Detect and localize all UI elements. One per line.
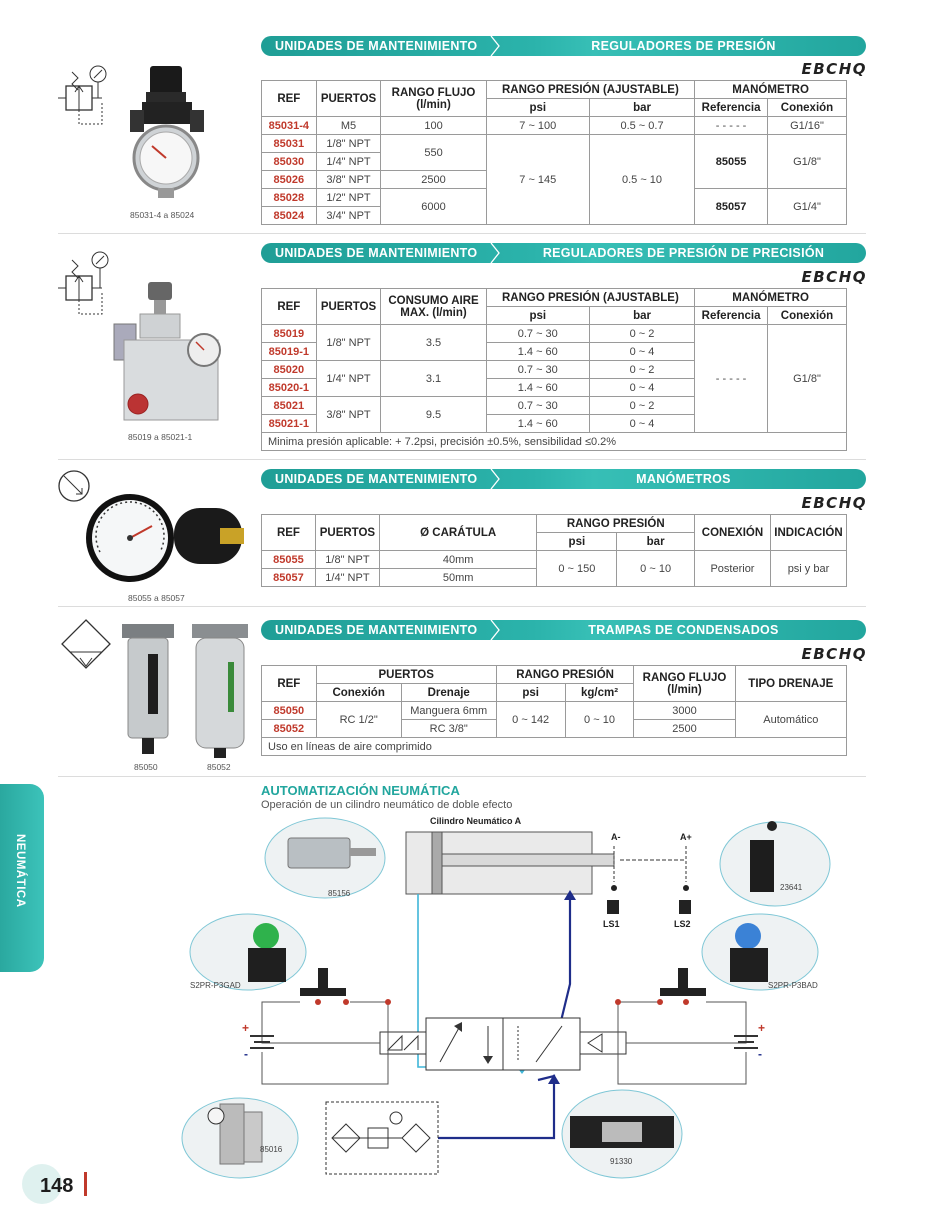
bubble-blue-button [702, 914, 818, 990]
svg-text:85156: 85156 [328, 889, 351, 898]
brand-logo: EBCHQ [801, 494, 867, 512]
spec-table-manometros [261, 514, 847, 587]
header-drenaje: Drenaje [401, 684, 496, 702]
header-flujo: RANGO FLUJO (l/min) [634, 666, 735, 702]
section-title: REGULADORES DE PRESIÓN DE PRECISIÓN [542, 246, 825, 260]
bubble-frl-unit [182, 1098, 298, 1178]
table-row: 85020 1/4" NPT 3.1 0.7 ~ 30 0 ~ 2 [262, 361, 847, 379]
section-title: REGULADORES DE PRESIÓN [591, 39, 776, 53]
bubble-limit-switch [720, 821, 830, 906]
header-conexion: CONEXIÓN [695, 515, 771, 551]
svg-text:+: + [758, 1021, 766, 1035]
brand-logo: EBCHQ [801, 645, 867, 663]
product-caption: 85031-4 a 85024 [130, 210, 195, 220]
svg-text:-: - [244, 1047, 248, 1061]
sidebar-tab-neumatica [0, 784, 44, 972]
divider [58, 776, 866, 777]
section-category: UNIDADES DE MANTENIMIENTO [275, 623, 478, 637]
header-kg: kg/cm² [565, 684, 634, 702]
header-puertos: PUERTOS [316, 666, 496, 684]
header-presion: RANGO PRESIÓN [537, 515, 695, 533]
product-caption: 85050 [134, 762, 158, 772]
svg-text:S2PR-P3BAD: S2PR-P3BAD [768, 981, 818, 990]
header-puertos: PUERTOS [316, 81, 381, 117]
table-row: 85052 RC 3/8" 2500 [262, 720, 847, 738]
table-row: 85028 1/2" NPT 6000 85057 G1/4" [262, 189, 847, 207]
chevron-right-icon [489, 243, 509, 263]
chevron-right-icon [489, 620, 509, 640]
section-title: MANÓMETROS [636, 472, 731, 486]
section-title: TRAMPAS DE CONDENSADOS [588, 623, 779, 637]
svg-text:LS1: LS1 [603, 919, 620, 929]
section-category: UNIDADES DE MANTENIMIENTO [275, 39, 478, 53]
divider [58, 459, 866, 460]
section-category: UNIDADES DE MANTENIMIENTO [275, 472, 478, 486]
chevron-right-icon [489, 36, 509, 56]
brand-logo: EBCHQ [801, 268, 867, 286]
svg-text:+: + [242, 1021, 250, 1035]
header-puertos: PUERTOS [315, 515, 379, 551]
header-referencia: Referencia [695, 99, 768, 117]
header-presion: RANGO PRESIÓN (AJUSTABLE) [486, 289, 694, 307]
header-bar: bar [589, 307, 694, 325]
section-header-precision [261, 243, 866, 263]
svg-text:Cilindro Neumático A: Cilindro Neumático A [430, 816, 522, 826]
header-psi: psi [537, 533, 617, 551]
header-conexion: Conexión [316, 684, 401, 702]
drain-trap-symbol-icon [56, 616, 116, 672]
section-header-manometros [261, 469, 866, 489]
svg-text:LS2: LS2 [674, 919, 691, 929]
precision-regulator-photo [108, 280, 228, 425]
header-psi: psi [486, 307, 589, 325]
table-row: 85019-1 1.4 ~ 60 0 ~ 4 [262, 343, 847, 361]
product-caption: 85019 a 85021-1 [128, 432, 193, 442]
brand-logo: EBCHQ [801, 60, 867, 78]
header-bar: bar [589, 99, 694, 117]
header-presion: RANGO PRESIÓN [496, 666, 634, 684]
header-bar: bar [617, 533, 695, 551]
header-psi: psi [486, 99, 589, 117]
table-row: 85021-1 1.4 ~ 60 0 ~ 4 [262, 415, 847, 433]
bubble-cylinder [265, 818, 385, 898]
automation-title: AUTOMATIZACIÓN NEUMÁTICA [261, 783, 460, 798]
table-note-row: Uso en líneas de aire comprimido [262, 738, 847, 756]
header-conexion: Conexión [768, 99, 847, 117]
divider [58, 233, 866, 234]
product-caption: 85055 a 85057 [128, 593, 185, 603]
section-header-trampas [261, 620, 866, 640]
table-row: 85024 3/4" NPT [262, 207, 847, 225]
header-ref: REF [262, 81, 317, 117]
svg-text:-: - [758, 1047, 762, 1061]
header-tipo: TIPO DRENAJE [735, 666, 846, 702]
section-category: UNIDADES DE MANTENIMIENTO [275, 246, 478, 260]
table-row: 85031-4 M5 100 7 ~ 100 0.5 ~ 0.7 - - - - - G1/16" [262, 117, 847, 135]
spec-table-precision [261, 288, 847, 451]
automation-subtitle: Operación de un cilindro neumático de doble efecto [261, 799, 513, 811]
header-psi: psi [496, 684, 565, 702]
section-header-reguladores [261, 36, 866, 56]
header-indicacion: INDICACIÓN [770, 515, 846, 551]
pneumatic-circuit-diagram [170, 812, 835, 1182]
header-manometro: MANÓMETRO [695, 81, 847, 99]
svg-text:148: 148 [40, 1175, 74, 1197]
pressure-gauges-photo [70, 490, 250, 590]
svg-text:S2PR-P3GAD: S2PR-P3GAD [190, 981, 241, 990]
spec-table-trampas [261, 665, 847, 756]
bubble-solenoid-valve [562, 1090, 682, 1178]
svg-text:A-: A- [611, 832, 621, 842]
header-conexion: Conexión [768, 307, 847, 325]
table-row: 85019 1/8" NPT 3.5 0.7 ~ 30 0 ~ 2 - - - - - G1/8" [262, 325, 847, 343]
header-ref: REF [262, 289, 317, 325]
header-consumo: CONSUMO AIRE MAX. (l/min) [381, 289, 486, 325]
product-caption: 85052 [207, 762, 231, 772]
regulator-symbol-icon [58, 62, 118, 132]
svg-text:85016: 85016 [260, 1145, 283, 1154]
header-flujo: RANGO FLUJO (l/min) [381, 81, 486, 117]
svg-text:91330: 91330 [610, 1157, 633, 1166]
header-caratula: Ø CARÁTULA [379, 515, 537, 551]
sidebar-label: NEUMÁTICA [14, 834, 26, 908]
table-row: 85055 1/8" NPT 40mm 0 ~ 150 0 ~ 10 Posterior psi y bar [262, 551, 847, 569]
svg-text:A+: A+ [680, 832, 692, 842]
chevron-right-icon [489, 469, 509, 489]
divider [58, 606, 866, 607]
table-row: 85020-1 1.4 ~ 60 0 ~ 4 [262, 379, 847, 397]
table-row: 85030 1/4" NPT [262, 153, 847, 171]
bubble-green-button [190, 914, 306, 990]
header-puertos: PUERTOS [316, 289, 381, 325]
spec-table-reguladores [261, 80, 847, 225]
page-number-badge [22, 1162, 92, 1206]
table-note-row: Minima presión aplicable: + 7.2psi, precisión ±0.5%, sensibilidad ≤0.2% [262, 433, 847, 451]
header-ref: REF [262, 666, 317, 702]
table-row: 85021 3/8" NPT 9.5 0.7 ~ 30 0 ~ 2 [262, 397, 847, 415]
pressure-regulator-photo [124, 62, 216, 202]
header-ref: REF [262, 515, 316, 551]
table-row: 85026 3/8" NPT 2500 [262, 171, 847, 189]
table-row: 85057 1/4" NPT 50mm [262, 569, 847, 587]
header-presion: RANGO PRESIÓN (AJUSTABLE) [486, 81, 694, 99]
header-manometro: MANÓMETRO [695, 289, 847, 307]
condensate-traps-photo [118, 622, 258, 762]
table-row: 85031 1/8" NPT 550 7 ~ 145 0.5 ~ 10 85055 G1/8" [262, 135, 847, 153]
svg-text:23641: 23641 [780, 883, 803, 892]
table-row: 85050 RC 1/2" Manguera 6mm 0 ~ 142 0 ~ 10 3000 Automático [262, 702, 847, 720]
header-referencia: Referencia [695, 307, 768, 325]
